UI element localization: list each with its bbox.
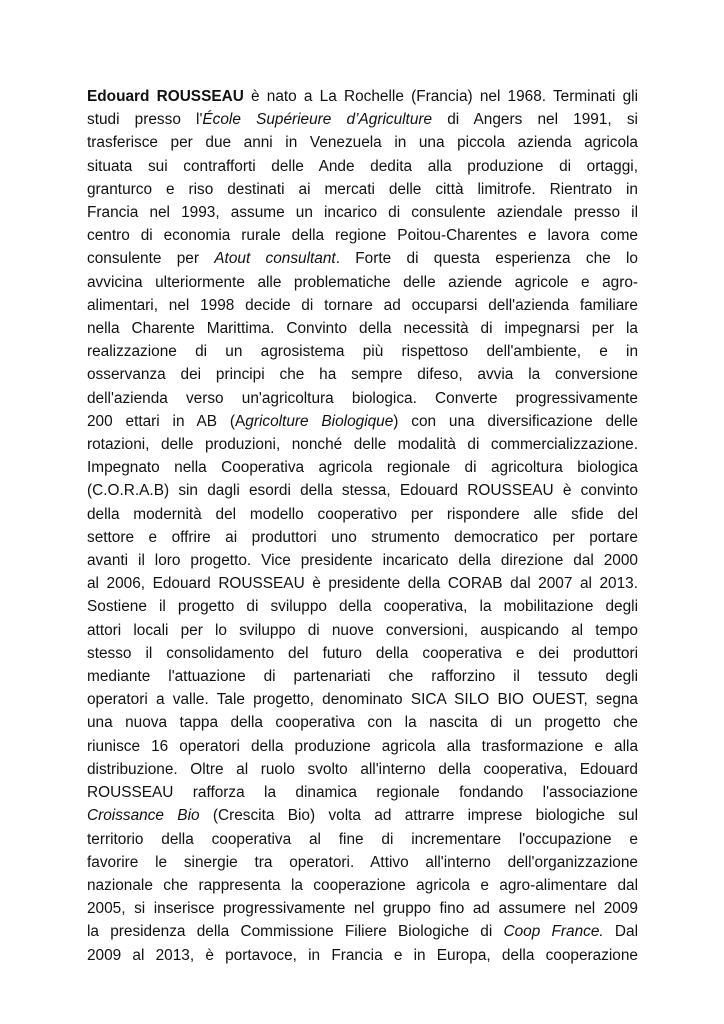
text-segment: centro di economia rurale della regione Poitou-Charentes e lavora come	[87, 227, 638, 245]
text-line	[87, 201, 638, 224]
text-line	[87, 851, 638, 874]
text-line	[87, 920, 638, 943]
italic-text: Croissance Bio	[87, 807, 200, 825]
text-segment: . Forte di questa esperienza che lo	[335, 250, 638, 268]
text-segment: (Crescita Bio) volta ad attrarre imprese biologiche sul	[199, 807, 638, 825]
body-text	[87, 85, 638, 967]
text-segment: consulente per	[87, 250, 215, 268]
text-segment: realizzazione di un agrosistema più rispettoso dell'ambiente, e in	[87, 343, 638, 361]
text-segment: Dal	[603, 923, 639, 941]
text-segment: territorio della cooperativa al fine di incrementare l'occupazione e	[87, 830, 638, 848]
text-segment: granturco e riso destinati ai mercati delle città limitrofe. Rientrato in	[87, 180, 638, 198]
text-line	[87, 642, 638, 665]
text-segment: Francia nel 1993, assume un incarico di consulente aziendale presso il	[87, 204, 638, 222]
text-line	[87, 479, 638, 502]
text-segment: attori locali per lo sviluppo di nuove conversioni, auspicando al tempo	[87, 621, 638, 639]
text-line	[87, 224, 638, 247]
text-line	[87, 549, 638, 572]
text-line	[87, 804, 638, 827]
text-segment: alimentari, nel 1998 decide di tornare ad occuparsi dell'azienda familiare	[87, 296, 638, 314]
text-segment: stesso il consolidamento del futuro della cooperativa e dei produttori	[87, 644, 638, 662]
text-line	[87, 781, 638, 804]
text-segment: settore e offrire ai produttori uno strumento democratico per portare	[87, 528, 638, 546]
text-line	[87, 897, 638, 920]
text-segment: avvicina ulteriormente alle problematiche delle aziende agricole e agro-	[87, 273, 638, 291]
text-segment: di Angers nel 1991, si	[432, 111, 638, 129]
text-line	[87, 665, 638, 688]
text-segment: favorire le sinergie tra operatori. Attivo all'interno dell'organizzazione	[87, 853, 638, 871]
text-segment: situata sui contrafforti delle Ande dedita alla produzione di ortaggi,	[87, 157, 638, 175]
text-line	[87, 526, 638, 549]
text-line	[87, 874, 638, 897]
text-segment: al 2006, Edouard ROUSSEAU è presidente della CORAB dal 2007 al 2013.	[87, 575, 638, 593]
text-segment: ) con una diversificazione delle	[393, 412, 638, 430]
text-line	[87, 595, 638, 618]
text-line	[87, 317, 638, 340]
text-line	[87, 758, 638, 781]
text-line	[87, 688, 638, 711]
text-line	[87, 410, 638, 433]
text-line	[87, 433, 638, 456]
text-line	[87, 131, 638, 154]
text-line	[87, 828, 638, 851]
text-segment: 200 ettari in AB (A	[87, 412, 246, 430]
text-segment: (C.O.R.A.B) sin dagli esordi della stessa, Edouard ROUSSEAU è convinto	[87, 482, 638, 500]
text-segment: nella Charente Marittima. Convinto della necessità di impegnarsi per la	[87, 320, 638, 338]
text-line	[87, 247, 638, 270]
text-line	[87, 294, 638, 317]
text-line	[87, 735, 638, 758]
text-segment: avanti il loro progetto. Vice presidente incaricato della direzione dal 2000	[87, 552, 638, 570]
text-segment: la presidenza della Commissione Filiere Biologiche di	[87, 923, 504, 941]
text-segment: riunisce 16 operatori della produzione agricola alla trasformazione e alla	[87, 737, 638, 755]
text-line	[87, 456, 638, 479]
italic-text: Atout consultant	[214, 250, 336, 268]
italic-text: École Supérieure d’Agriculture	[202, 111, 433, 129]
text-segment: Sostiene il progetto di sviluppo della cooperativa, la mobilitazione degli	[87, 598, 638, 616]
text-line	[87, 619, 638, 642]
text-line	[87, 387, 638, 410]
text-line	[87, 711, 638, 734]
text-segment: osservanza dei principi che ha sempre difeso, avvia la conversione	[87, 366, 638, 384]
text-segment: operatori a valle. Tale progetto, denominato SICA SILO BIO OUEST, segna	[87, 691, 638, 709]
text-segment: mediante l'attuazione di partenariati che rafforzino il tessuto degli	[87, 668, 638, 686]
text-segment: ROUSSEAU rafforza la dinamica regionale fondando l'associazione	[87, 784, 638, 802]
text-segment: dell'azienda verso un'agricoltura biologica. Converte progressivamente	[87, 389, 638, 407]
text-segment: rotazioni, delle produzioni, nonché delle modalità di commercializzazione.	[87, 436, 638, 454]
text-line	[87, 178, 638, 201]
text-segment: una nuova tappa della cooperativa con la nascita di un progetto che	[87, 714, 638, 732]
text-segment: 2005, si inserisce progressivamente nel gruppo fino ad assumere nel 2009	[87, 900, 638, 918]
text-line	[87, 944, 638, 967]
italic-text: Coop France.	[503, 923, 604, 941]
text-segment: Impegnato nella Cooperativa agricola regionale di agricoltura biologica	[87, 459, 638, 477]
text-segment: è nato a La Rochelle (Francia) nel 1968. Terminati gli	[243, 88, 639, 105]
italic-text: gricolture Biologique	[245, 412, 394, 430]
text-segment: trasferisce per due anni in Venezuela in una piccola azienda agricola	[87, 134, 638, 152]
text-segment: della modernità del modello cooperativo per rispondere alle sfide del	[87, 505, 638, 523]
text-segment: nazionale che rappresenta la cooperazione agricola e agro-alimentare dal	[87, 876, 638, 894]
text-segment: distribuzione. Oltre al ruolo svolto all'interno della cooperativa, Edouard	[87, 760, 638, 778]
text-line	[87, 363, 638, 386]
text-line	[87, 155, 638, 178]
text-line	[87, 271, 638, 294]
text-line	[87, 85, 638, 108]
text-line	[87, 572, 638, 595]
text-line	[87, 340, 638, 363]
text-segment: studi presso l'	[87, 111, 203, 129]
text-segment: 2009 al 2013, è portavoce, in Francia e in Europa, della cooperazione	[87, 946, 638, 964]
text-line	[87, 108, 638, 131]
bold-text: Edouard ROUSSEAU	[87, 88, 244, 105]
text-line	[87, 503, 638, 526]
